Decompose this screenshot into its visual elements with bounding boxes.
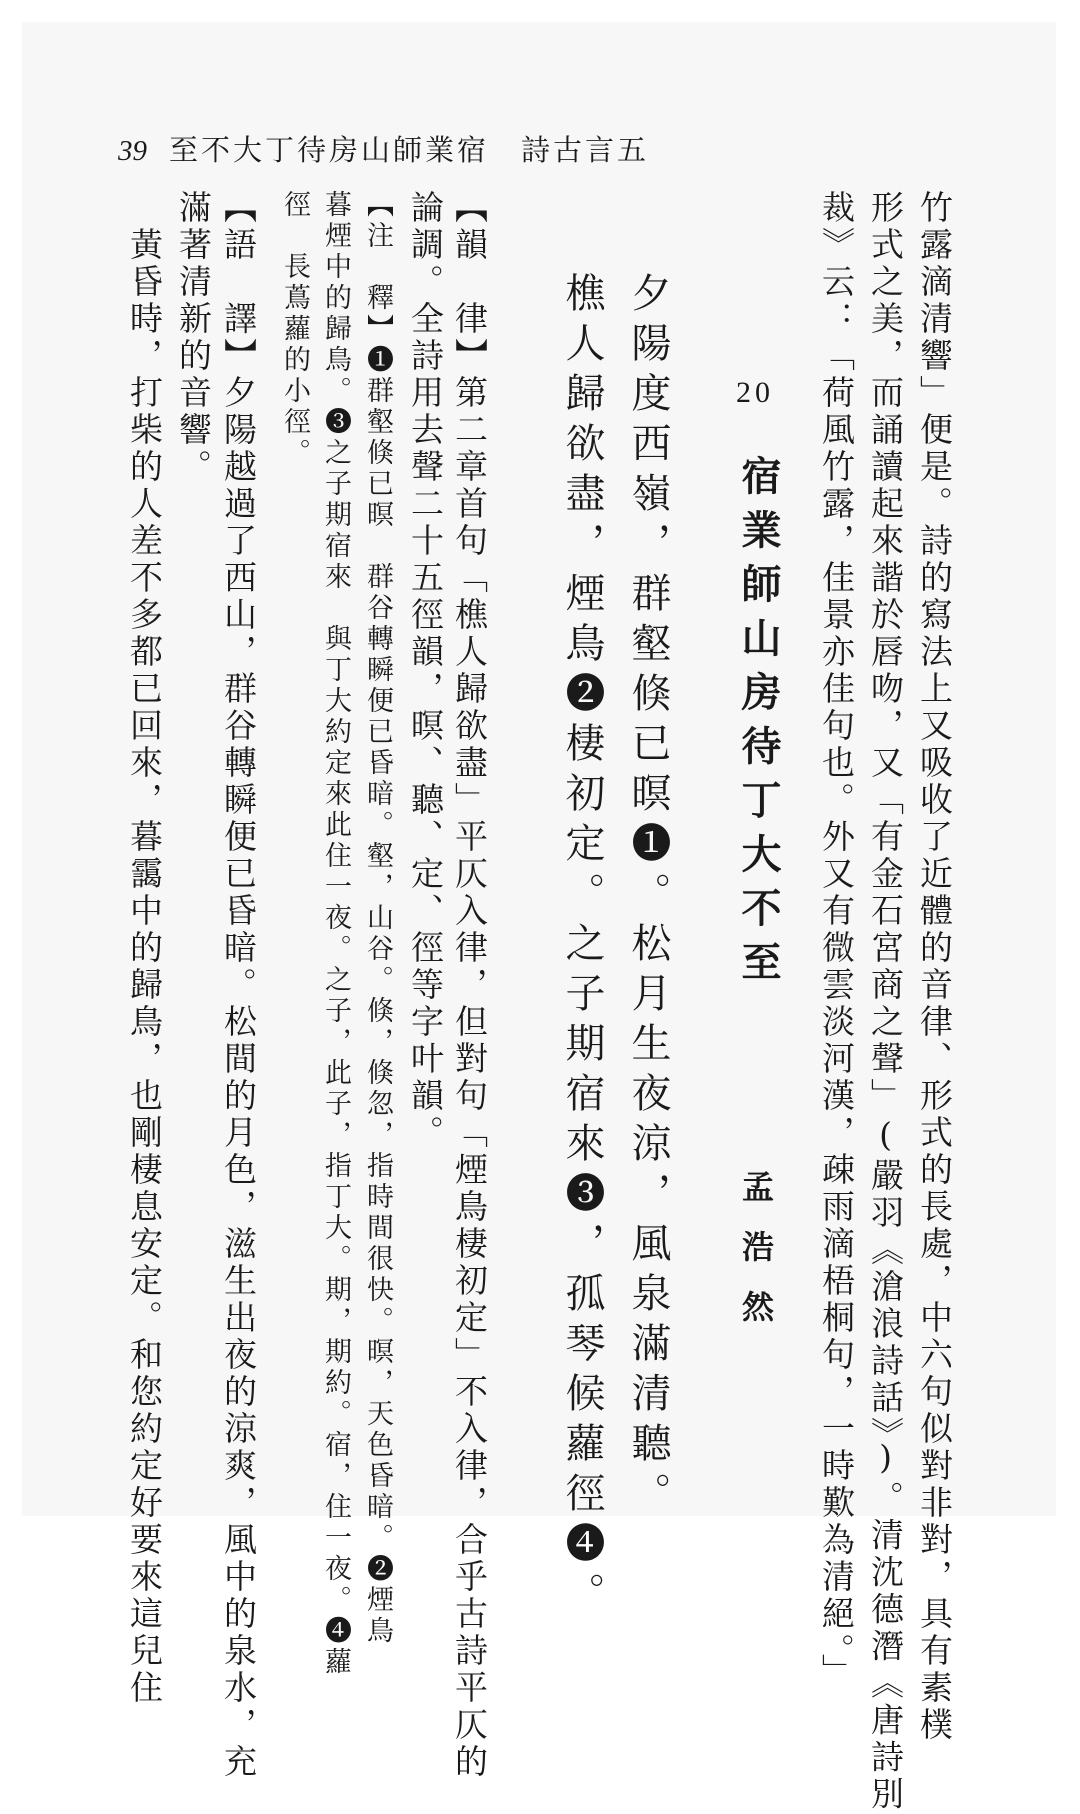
poem-line: 樵人歸欲盡，煙鳥❷棲初定。之子期宿來❸，孤琴候蘿徑❹。: [559, 272, 605, 1622]
page-number: 39: [118, 135, 147, 167]
rhyme-line: 【韻 律】第二章首句「樵人歸欲盡」平仄入律，但對句「煙鳥棲初定」不入律，合乎古詩平仄的: [450, 190, 489, 1781]
poem-author: 孟浩然: [737, 1170, 775, 1350]
notes-line: 暮煙中的歸鳥。❸之子期宿來 與丁大約定來此住一夜。之子，此子，指丁大。期，期約。宿，住一夜。❹蘿: [320, 190, 351, 1678]
notes-line: 徑 長蔦蘿的小徑。: [279, 190, 310, 469]
commentary-line: 形式之美，而誦讀起來諧於唇吻，又「有金石宮商之聲」(嚴羽《滄浪詩話》)。清沈德潛《唐詩別: [866, 190, 905, 1814]
notes-line: 【注 釋】❶群壑倏已暝 群谷轉瞬便已昏暗。壑，山谷。倏，倏忽，指時間很快。暝，天色昏暗。❷煙鳥: [362, 190, 393, 1647]
page-header: [118, 128, 649, 168]
translation-line: 滿著清新的音響。: [174, 190, 213, 486]
commentary-line: 裁》云：「荷風竹露，佳景亦佳句也。外又有微雲淡河漢，疎雨滴梧桐句，一時歎為清絕。」: [817, 190, 856, 1691]
poem-number: 20: [736, 376, 774, 409]
running-title: 至不大丁待房山師業宿 詩古言五: [169, 133, 650, 167]
rhyme-line: 論調。全詩用去聲二十五徑韻，暝、聽、定、徑等字叶韻。: [406, 190, 445, 1152]
poem-line: 夕陽度西嶺，群壑倏已暝❶。松月生夜涼，風泉滿清聽。: [625, 272, 671, 1522]
translation-line: 黃昏時，打柴的人差不多都已回來，暮靄中的歸鳥，也剛棲息安定。和您約定好要來這兒住: [125, 190, 164, 1707]
commentary-line: 竹露滴清響」便是。詩的寫法上又吸收了近體的音律、形式的長處，中六句似對非對，具有素樸: [915, 190, 954, 1744]
translation-line: 【語 譯】夕陽越過了西山，群谷轉瞬便已昏暗。松間的月色，滋生出夜的涼爽，風中的泉水，充: [219, 190, 258, 1781]
poem-title: 宿業師山房待丁大不至: [735, 455, 782, 995]
